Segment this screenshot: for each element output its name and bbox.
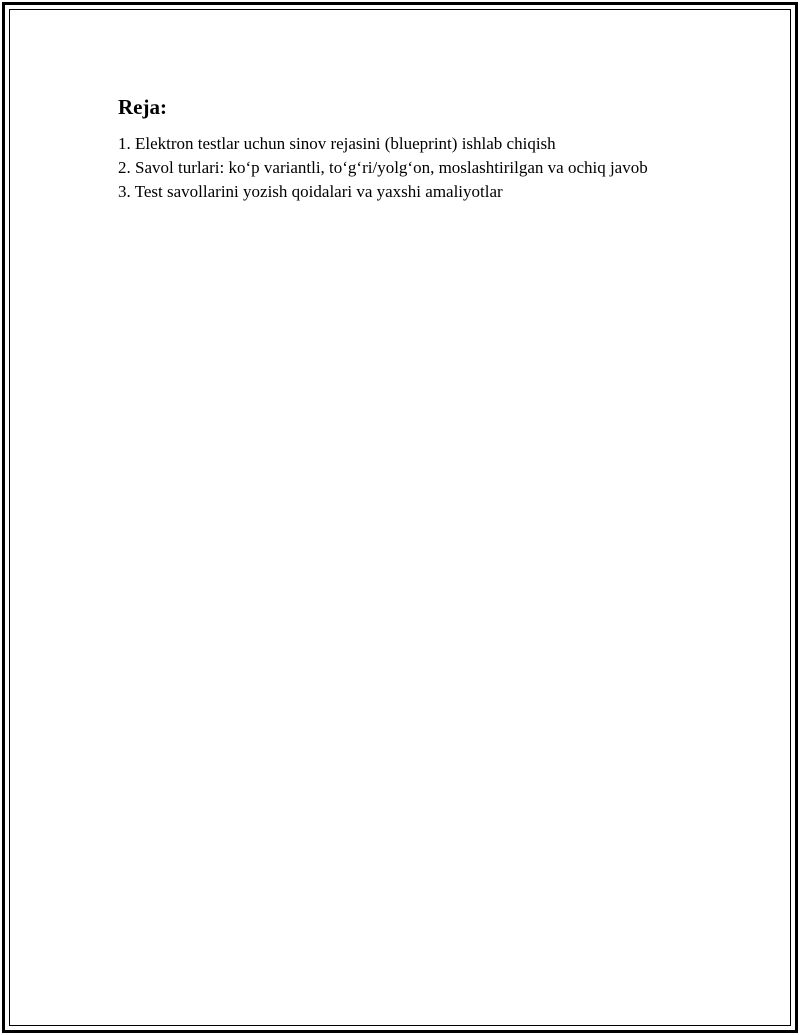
plan-list (118, 132, 678, 204)
plan-item-2: 2. Savol turlari: ko‘p variantli, to‘g‘ri/yolg‘on, moslashtirilgan va ochiq javob (118, 158, 648, 177)
plan-item-1: 1. Elektron testlar uchun sinov rejasini (blueprint) ishlab chiqish (118, 134, 556, 153)
plan-item-3: 3. Test savollarini yozish qoidalari va yaxshi amaliyotlar (118, 182, 503, 201)
page-content (118, 94, 678, 204)
plan-heading: Reja: (118, 95, 167, 119)
